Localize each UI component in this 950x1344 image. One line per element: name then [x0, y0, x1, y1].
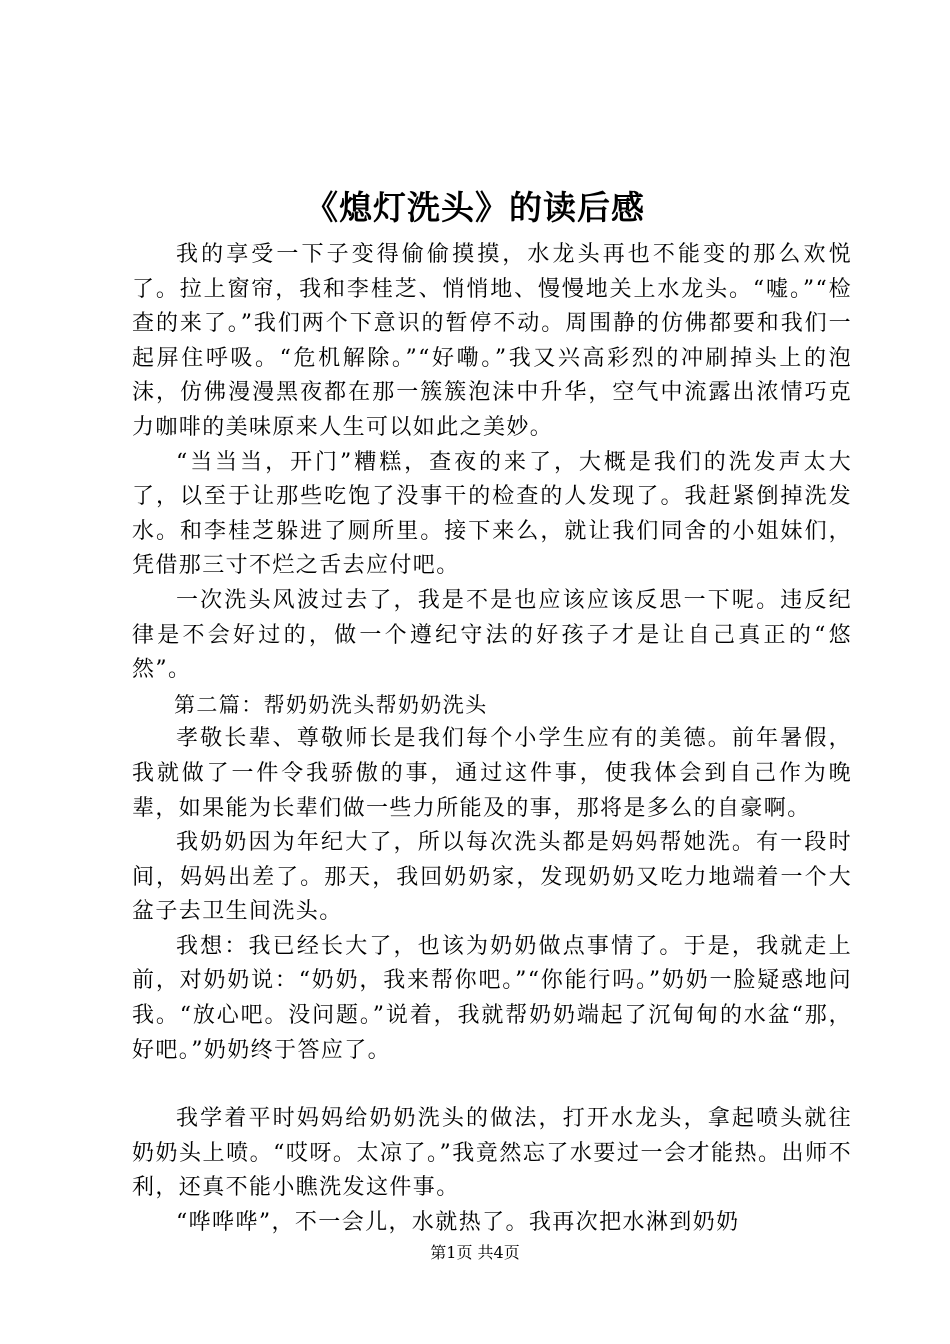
- paragraph: “当当当，开门”糟糕，查夜的来了，大概是我们的洗发声太大了，以至于让那些吃饱了没事干的检查的人发现了。我赶紧倒掉洗发水。和李桂芝躲进了厕所里。接下来么，就让我们同舍的小姐妹们，凭借那三寸不烂之舌去应付吧。: [132, 449, 852, 579]
- document-title: 《熄灯洗头》的读后感: [305, 188, 645, 227]
- paragraph: 我想：我已经长大了，也该为奶奶做点事情了。于是，我就走上前，对奶奶说：“奶奶，我来帮你吧。”“你能行吗。”奶奶一脸疑惑地问我。“放心吧。没问题。”说着，我就帮奶奶端起了沉甸甸的水盆“那，好吧。”奶奶终于答应了。: [132, 933, 852, 1063]
- paragraph: 我的享受一下子变得偷偷摸摸，水龙头再也不能变的那么欢悦了。拉上窗帘，我和李桂芝、悄悄地、慢慢地关上水龙头。“嘘。”“检查的来了。”我们两个下意识的暂停不动。周围静的仿佛都要和我们一起屏住呼吸。“危机解除。”“好嘞。”我又兴高彩烈的冲刷掉头上的泡沫，仿佛漫漫黑夜都在那一簇簇泡沫中升华，空气中流露出浓情巧克力咖啡的美味原来人生可以如此之美妙。: [132, 242, 852, 440]
- blank-line: [132, 1068, 852, 1102]
- paragraph: 我学着平时妈妈给奶奶洗头的做法，打开水龙头，拿起喷头就往奶奶头上喷。“哎呀。太凉了。”我竟然忘了水要过一会才能热。出师不利，还真不能小瞧洗发这件事。: [132, 1106, 852, 1201]
- paragraph: 孝敬长辈、尊敬师长是我们每个小学生应有的美德。前年暑假，我就做了一件令我骄傲的事，通过这件事，使我体会到自己作为晚辈，如果能为长辈们做一些力所能及的事，那将是多么的自豪啊。: [132, 726, 852, 821]
- section-heading: 第二篇：帮奶奶洗头帮奶奶洗头: [174, 692, 488, 717]
- document-body: [132, 238, 852, 1241]
- paragraph: 我奶奶因为年纪大了，所以每次洗头都是妈妈帮她洗。有一段时间，妈妈出差了。那天，我回奶奶家，发现奶奶又吃力地端着一个大盆子去卫生间洗头。: [132, 830, 852, 925]
- paragraph: “哗哗哗”，不一会儿，水就热了。我再次把水淋到奶奶: [176, 1210, 740, 1236]
- page-footer: 第1页 共4页: [430, 1243, 520, 1262]
- paragraph: 一次洗头风波过去了，我是不是也应该应该反思一下呢。违反纪律是不会好过的，做一个遵纪守法的好孩子才是让自己真正的“悠然”。: [132, 587, 852, 683]
